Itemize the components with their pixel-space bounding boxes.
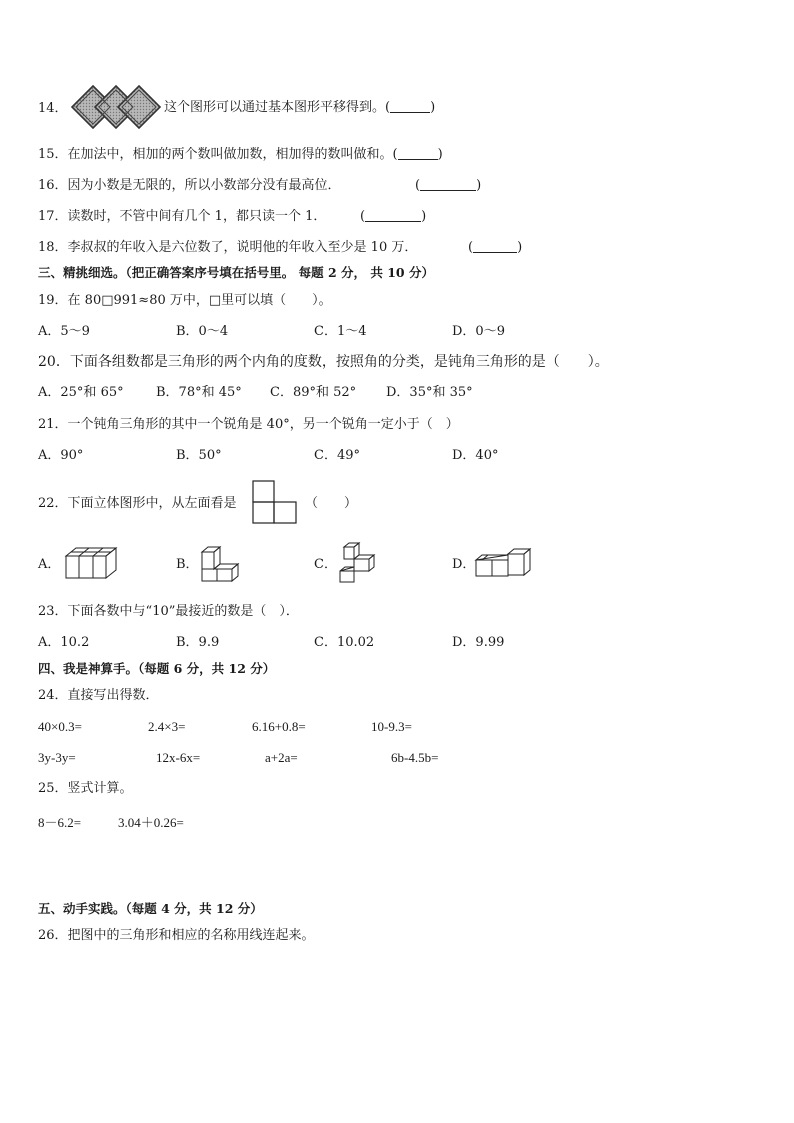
q17-answer-bracket: ( ) bbox=[360, 209, 427, 224]
q24-calc: 2.4×3= bbox=[148, 719, 186, 734]
q25-calc: 8－6.2= bbox=[38, 815, 82, 830]
section-4-title: 四、我是神算手。（每题 6 分，共 12 分） bbox=[38, 661, 276, 676]
left-view-figure bbox=[252, 480, 298, 524]
q23-option-a: A．10.2 bbox=[38, 635, 90, 650]
q21-option-b: B．50° bbox=[176, 448, 222, 463]
q24-calc: 6b-4.5b= bbox=[391, 750, 439, 765]
q15-text: 15．在加法中，相加的两个数叫做加数，相加得的数叫做和。( ) bbox=[38, 147, 443, 162]
q26-text: 26．把图中的三角形和相应的名称用线连起来。 bbox=[38, 928, 315, 943]
q24-calc: 6.16+0.8= bbox=[252, 719, 306, 734]
q20-text: 20．下面各组数都是三角形的两个内角的度数，按照角的分类，是钝角三角形的是（ ）。 bbox=[38, 354, 609, 370]
q20-option-b: B．78°和 45° bbox=[156, 385, 242, 400]
q22-bracket: （ ） bbox=[305, 496, 358, 511]
q22-text: 22．下面立体图形中，从左面看是 bbox=[38, 496, 237, 511]
section-3-title: 三、精挑细选。（把正确答案序号填在括号里。 每题 2 分， 共 10 分） bbox=[38, 265, 434, 280]
q22-option-d: D． bbox=[452, 557, 476, 572]
q19-text: 19．在 80□991≈80 万中，□里可以填（ ）。 bbox=[38, 293, 332, 308]
q23-option-c: C．10.02 bbox=[314, 635, 375, 650]
q25-text: 25．竖式计算。 bbox=[38, 781, 133, 796]
q17-text: 17．读数时，不管中间有几个 1，都只读一个 1． bbox=[38, 209, 327, 224]
cube-stack-a-icon bbox=[62, 544, 118, 582]
q22-option-a: A． bbox=[38, 557, 61, 572]
q21-option-a: A．90° bbox=[38, 448, 84, 463]
q24-calc: 12x-6x= bbox=[156, 750, 201, 765]
q19-option-d: D．0～9 bbox=[452, 324, 505, 339]
cube-stack-b-icon bbox=[198, 544, 244, 584]
q19-option-c: C．1～4 bbox=[314, 324, 367, 339]
q21-option-d: D．40° bbox=[452, 448, 499, 463]
q19-option-b: B．0～4 bbox=[176, 324, 229, 339]
q21-option-c: C．49° bbox=[314, 448, 360, 463]
cube-stack-c-icon bbox=[336, 542, 378, 584]
q16-answer-bracket: ( ) bbox=[415, 178, 482, 193]
q14-text: 这个图形可以通过基本图形平移得到。( ) bbox=[164, 100, 436, 115]
q20-option-d: D．35°和 35° bbox=[386, 385, 473, 400]
q18-text: 18．李叔叔的年收入是六位数了，说明他的年收入至少是 10 万． bbox=[38, 240, 418, 255]
rhombus-translation-figure bbox=[70, 84, 162, 130]
q21-text: 21．一个钝角三角形的其中一个锐角是 40°，另一个锐角一定小于（ ） bbox=[38, 417, 459, 432]
cube-stack-d-icon bbox=[474, 546, 534, 580]
q23-text: 23．下面各数中与“10”最接近的数是（ ）． bbox=[38, 604, 299, 619]
section-5-title: 五、动手实践。（每题 4 分，共 12 分） bbox=[38, 901, 263, 916]
q14-number: 14． bbox=[38, 101, 68, 116]
q18-answer-bracket: ( ) bbox=[468, 240, 523, 255]
q16-text: 16．因为小数是无限的，所以小数部分没有最高位． bbox=[38, 178, 341, 193]
q23-option-b: B．9.9 bbox=[176, 635, 220, 650]
q22-option-c: C． bbox=[314, 557, 337, 572]
q20-option-c: C．89°和 52° bbox=[270, 385, 357, 400]
q25-calc: 3.04＋0.26= bbox=[118, 815, 184, 830]
q19-option-a: A．5～9 bbox=[38, 324, 90, 339]
q24-calc: 3y-3y= bbox=[38, 750, 76, 765]
q23-option-d: D．9.99 bbox=[452, 635, 505, 650]
q22-option-b: B． bbox=[176, 557, 199, 572]
q24-text: 24．直接写出得数． bbox=[38, 688, 159, 703]
q24-calc: 10-9.3= bbox=[371, 719, 412, 734]
q24-calc: a+2a= bbox=[265, 750, 298, 765]
q20-option-a: A．25°和 65° bbox=[38, 385, 124, 400]
q24-calc: 40×0.3= bbox=[38, 719, 82, 734]
